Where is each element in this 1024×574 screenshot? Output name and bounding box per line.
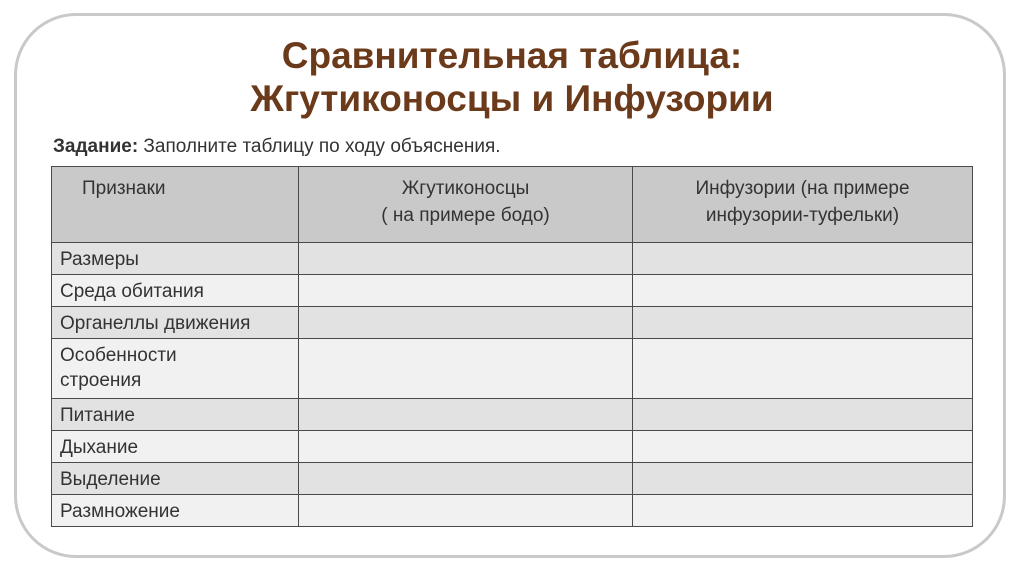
table-row <box>52 431 973 463</box>
cell-ciliates[interactable] <box>633 463 973 495</box>
cell-ciliates[interactable] <box>633 243 973 275</box>
cell-flagellates[interactable] <box>299 243 633 275</box>
row-label: Размеры <box>52 243 299 275</box>
cell-ciliates[interactable] <box>633 339 973 399</box>
table-row <box>52 243 973 275</box>
row-label: Органеллы движения <box>52 307 299 339</box>
cell-ciliates[interactable] <box>633 431 973 463</box>
table-row <box>52 463 973 495</box>
cell-flagellates[interactable] <box>299 339 633 399</box>
task-text: Заполните таблицу по ходу объяснения. <box>138 136 501 157</box>
cell-flagellates[interactable] <box>299 495 633 527</box>
cell-flagellates[interactable] <box>299 431 633 463</box>
cell-flagellates[interactable] <box>299 463 633 495</box>
cell-ciliates[interactable] <box>633 399 973 431</box>
cell-ciliates[interactable] <box>633 495 973 527</box>
comparison-table <box>51 166 973 527</box>
row-label: Среда обитания <box>52 275 299 307</box>
cell-flagellates[interactable] <box>299 307 633 339</box>
header-flagellates: Жгутиконосцы ( на примере бодо) <box>299 167 633 243</box>
slide-title <box>0 34 1024 120</box>
table-row <box>52 275 973 307</box>
table-row <box>52 399 973 431</box>
cell-ciliates[interactable] <box>633 275 973 307</box>
cell-flagellates[interactable] <box>299 275 633 307</box>
row-label: Размножение <box>52 495 299 527</box>
row-label: Особенности строения <box>52 339 299 399</box>
task-instruction <box>53 136 501 158</box>
header-ciliates: Инфузории (на примере инфузории-туфельки) <box>633 167 973 243</box>
task-label: Задание: <box>53 136 139 157</box>
table-row <box>52 307 973 339</box>
title-line-2: Жгутиконосцы и Инфузории <box>250 78 774 119</box>
title-line-1: Сравнительная таблица: <box>281 35 743 76</box>
cell-ciliates[interactable] <box>633 307 973 339</box>
row-label: Питание <box>52 399 299 431</box>
table-row <box>52 495 973 527</box>
row-label: Выделение <box>52 463 299 495</box>
header-features: Признаки <box>52 167 299 243</box>
cell-flagellates[interactable] <box>299 399 633 431</box>
row-label: Дыхание <box>52 431 299 463</box>
table-header-row <box>52 167 973 243</box>
table-row <box>52 339 973 399</box>
